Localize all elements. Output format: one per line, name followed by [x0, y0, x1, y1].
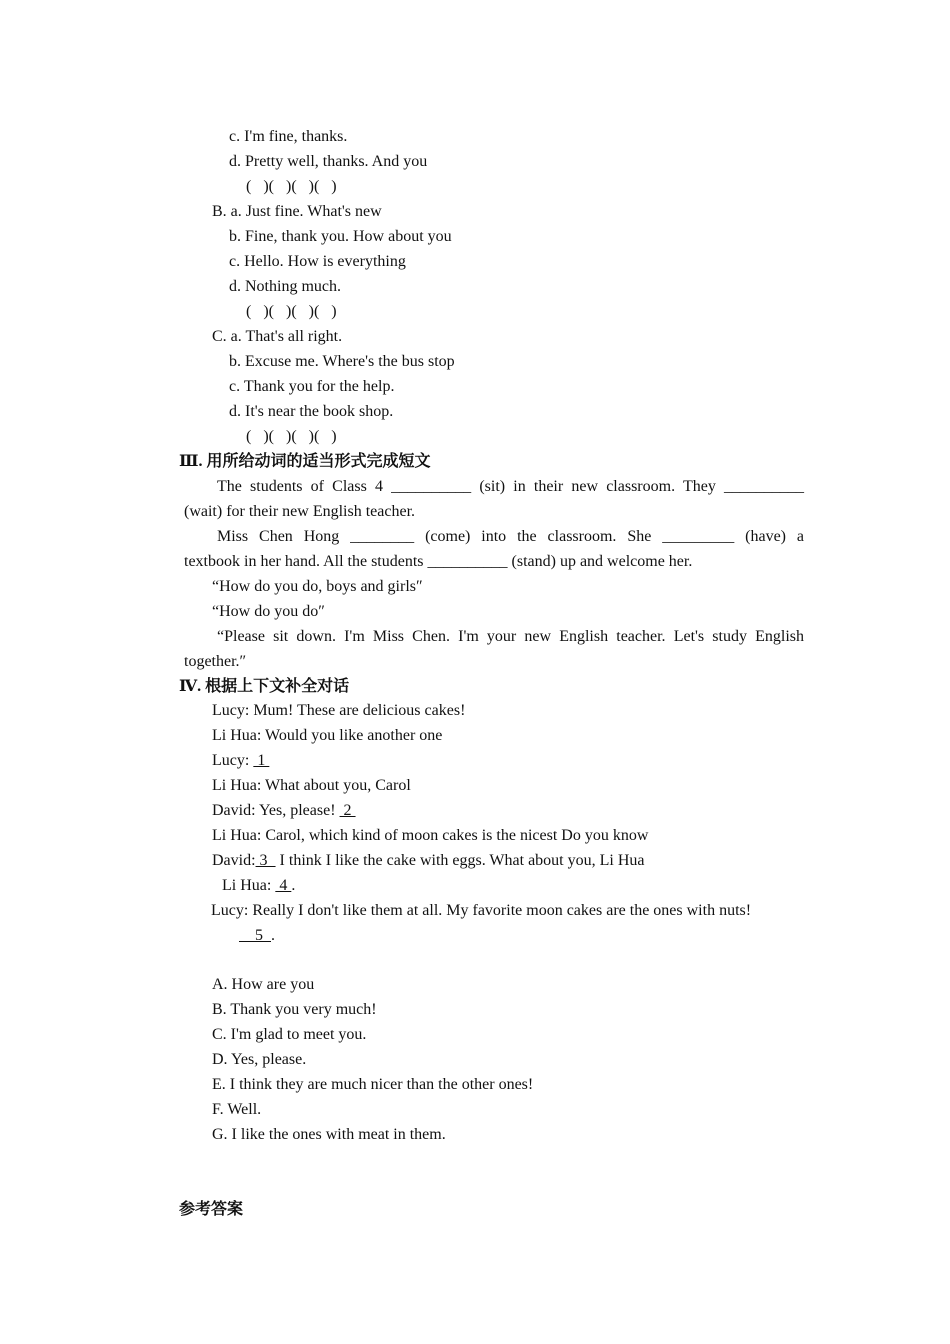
answer-option: G. I like the ones with meat in them. — [212, 1126, 446, 1143]
answer-option: C. I'm glad to meet you. — [212, 1026, 367, 1043]
dialogue-line: Li Hua: What about you, Carol — [212, 777, 411, 794]
dialogue-line: Lucy: Mum! These are delicious cakes! — [212, 702, 466, 719]
dialogue-text: I think I like the cake with eggs. What about you, Li Hua — [275, 852, 645, 869]
blank-4: 4 — [275, 877, 292, 894]
paragraph-line: (wait) for their new English teacher. — [184, 503, 416, 520]
answer-brackets: ( )( )( )( ) — [246, 428, 337, 445]
speaker-text: David: — [212, 852, 256, 869]
paragraph-line: The students of Class 4 __________ (sit) in their new classroom. They __________ — [217, 478, 804, 495]
answer-brackets: ( )( )( )( ) — [246, 178, 337, 195]
option-line: b. Fine, thank you. How about you — [229, 228, 452, 245]
dialogue-text: . — [271, 927, 275, 944]
quote-line: “How do you do, boys and girls″ — [212, 578, 423, 595]
dialogue-line — [222, 876, 295, 896]
blank-5: 5 — [239, 927, 271, 944]
quote-line: together.″ — [184, 653, 247, 670]
answer-option: D. Yes, please. — [212, 1051, 307, 1068]
dialogue-line: Lucy: Really I don't like them at all. My favorite moon cakes are the ones with nuts! — [211, 902, 752, 919]
speaker-text: Li Hua: — [222, 877, 276, 894]
quote-line: “How do you do″ — [212, 603, 325, 620]
option-line: d. Nothing much. — [229, 278, 341, 295]
dialogue-line: Li Hua: Would you like another one — [212, 727, 443, 744]
speaker-text: Lucy: — [212, 752, 254, 769]
answer-option: B. Thank you very much! — [212, 1001, 377, 1018]
option-line: b. Excuse me. Where's the bus stop — [229, 353, 455, 370]
paragraph-line: textbook in her hand. All the students __________ (stand) up and welcome her. — [184, 553, 693, 570]
paragraph-line: Miss Chen Hong ________ (come) into the classroom. She _________ (have) a — [217, 528, 804, 545]
answer-option: A. How are you — [212, 976, 315, 993]
part4-heading: Ⅳ. 根据上下文补全对话 — [179, 678, 350, 695]
option-line: d. It's near the book shop. — [229, 403, 394, 420]
dialogue-text: . — [291, 877, 296, 894]
option-line: d. Pretty well, thanks. And you — [229, 153, 428, 170]
quote-line: “Please sit down. I'm Miss Chen. I'm your new English teacher. Let's study English — [217, 628, 804, 645]
option-line: c. Thank you for the help. — [229, 378, 395, 395]
answers-heading: 参考答案 — [179, 1201, 244, 1218]
speaker-text: David: Yes, please! — [212, 802, 340, 819]
answer-brackets: ( )( )( )( ) — [246, 303, 337, 320]
answer-option: E. I think they are much nicer than the other ones! — [212, 1076, 534, 1093]
answer-option: F. Well. — [212, 1101, 262, 1118]
section-b-label: B. a. Just fine. What's new — [212, 203, 382, 220]
blank-2: 2 — [339, 802, 356, 819]
part3-heading: Ⅲ. 用所给动词的适当形式完成短文 — [179, 453, 431, 470]
dialogue-line — [212, 851, 645, 871]
option-line: c. I'm fine, thanks. — [229, 128, 348, 145]
option-line: c. Hello. How is everything — [229, 253, 406, 270]
section-c-label: C. a. That's all right. — [212, 328, 343, 345]
dialogue-line — [212, 801, 356, 821]
blank-3: 3 — [255, 852, 276, 869]
blank-1: 1 — [253, 752, 270, 769]
dialogue-line: Li Hua: Carol, which kind of moon cakes is the nicest Do you know — [212, 827, 649, 844]
dialogue-line — [239, 926, 275, 946]
dialogue-line — [212, 751, 269, 771]
